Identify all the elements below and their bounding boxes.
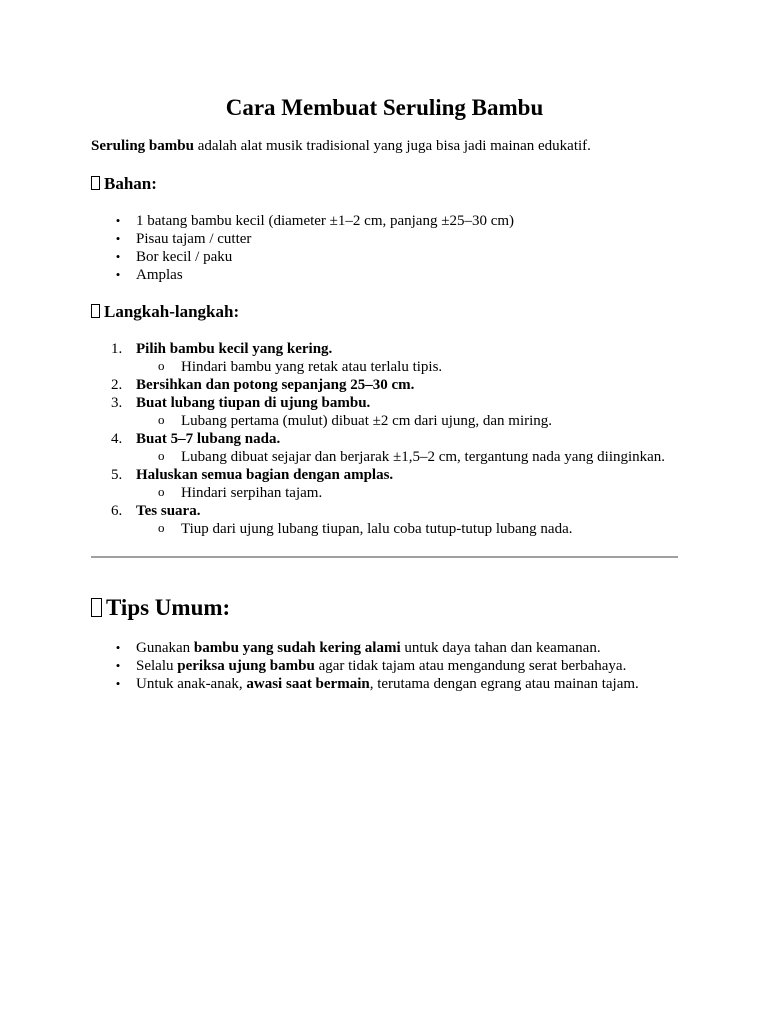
sub-bullet-icon: o [158,412,165,427]
step-note-text: Lubang dibuat sejajar dan berjarak ±1,5–2 cm, tergantung nada yang diinginkan. [181,449,666,465]
langkah-heading-text: Langkah-langkah: [104,302,240,321]
bahan-list [91,212,514,284]
tips-list [91,639,639,693]
bahan-heading-text: Bahan: [104,174,157,193]
tip-post: agar tidak tajam atau mengandung serat berbahaya. [314,658,627,674]
step-note [91,358,665,376]
sub-bullet-icon: o [158,520,165,535]
sub-bullet-icon: o [158,358,165,373]
langkah-list [91,340,665,538]
step-note-text: Hindari bambu yang retak atau terlalu tipis. [181,359,443,375]
bullet-icon: • [115,658,121,673]
bullet-icon: • [115,267,121,282]
step-item [91,466,665,484]
list-item [91,230,514,248]
tips-heading-text: Tips Umum: [106,595,231,620]
list-item-text: 1 batang bambu kecil (diameter ±1–2 cm, panjang ±25–30 cm) [136,213,515,229]
list-item-text: Bor kecil / paku [136,249,233,265]
tip-post: , terutama dengan egrang atau mainan tajam. [369,676,639,692]
bullet-icon: • [115,213,121,228]
list-item [91,248,514,266]
tip-bold: periksa ujung bambu [177,658,315,674]
step-text: Tes suara. [136,503,201,519]
tip-pre: Gunakan [136,640,194,656]
list-item-text: Amplas [136,267,183,283]
step-note [91,448,665,466]
page-title: Cara Membuat Seruling Bambu [225,95,544,120]
list-item [91,212,514,230]
step-number: 3. [111,395,123,411]
step-number: 2. [111,377,123,393]
step-text: Buat 5–7 lubang nada. [136,431,281,447]
tip-pre: Selalu [136,658,178,674]
step-item [91,394,665,412]
step-item [91,502,665,520]
tip-post: untuk daya tahan dan keamanan. [400,640,601,656]
step-number: 5. [111,467,123,483]
missing-glyph-icon [91,598,102,617]
missing-glyph-icon [91,304,100,318]
step-item [91,430,665,448]
sub-bullet-icon: o [158,448,165,463]
step-text: Buat lubang tiupan di ujung bambu. [136,395,371,411]
step-note [91,520,665,538]
bullet-icon: • [115,640,121,655]
step-note-text: Lubang pertama (mulut) dibuat ±2 cm dari ujung, dan miring. [181,413,553,429]
list-item [91,266,514,284]
step-note [91,484,665,502]
tip-bold: bambu yang sudah kering alami [193,640,401,656]
step-note-text: Hindari serpihan tajam. [181,485,323,501]
bahan-heading [91,173,157,195]
step-text: Haluskan semua bagian dengan amplas. [136,467,394,483]
step-text: Pilih bambu kecil yang kering. [136,341,333,357]
step-note-text: Tiup dari ujung lubang tiupan, lalu coba tutup-tutup lubang nada. [181,521,573,537]
bullet-icon: • [115,676,121,691]
list-item [91,657,639,675]
tips-heading [91,594,230,622]
step-number: 4. [111,431,123,447]
intro-text: adalah alat musik tradisional yang juga bisa jadi mainan edukatif. [193,138,591,154]
tip-pre: Untuk anak-anak, [136,676,247,692]
step-note [91,412,665,430]
bullet-icon: • [115,249,121,264]
tip-bold: awasi saat bermain [246,676,370,692]
intro-paragraph [91,137,591,156]
horizontal-divider [91,556,678,558]
step-number: 1. [111,341,123,357]
list-item [91,639,639,657]
langkah-heading [91,301,239,323]
list-item-text: Pisau tajam / cutter [136,231,252,247]
sub-bullet-icon: o [158,484,165,499]
missing-glyph-icon [91,176,100,190]
step-item [91,376,665,394]
step-text: Bersihkan dan potong sepanjang 25–30 cm. [136,377,415,393]
intro-bold: Seruling bambu [91,138,194,154]
list-item [91,675,639,693]
step-number: 6. [111,503,123,519]
bullet-icon: • [115,231,121,246]
step-item [91,340,665,358]
